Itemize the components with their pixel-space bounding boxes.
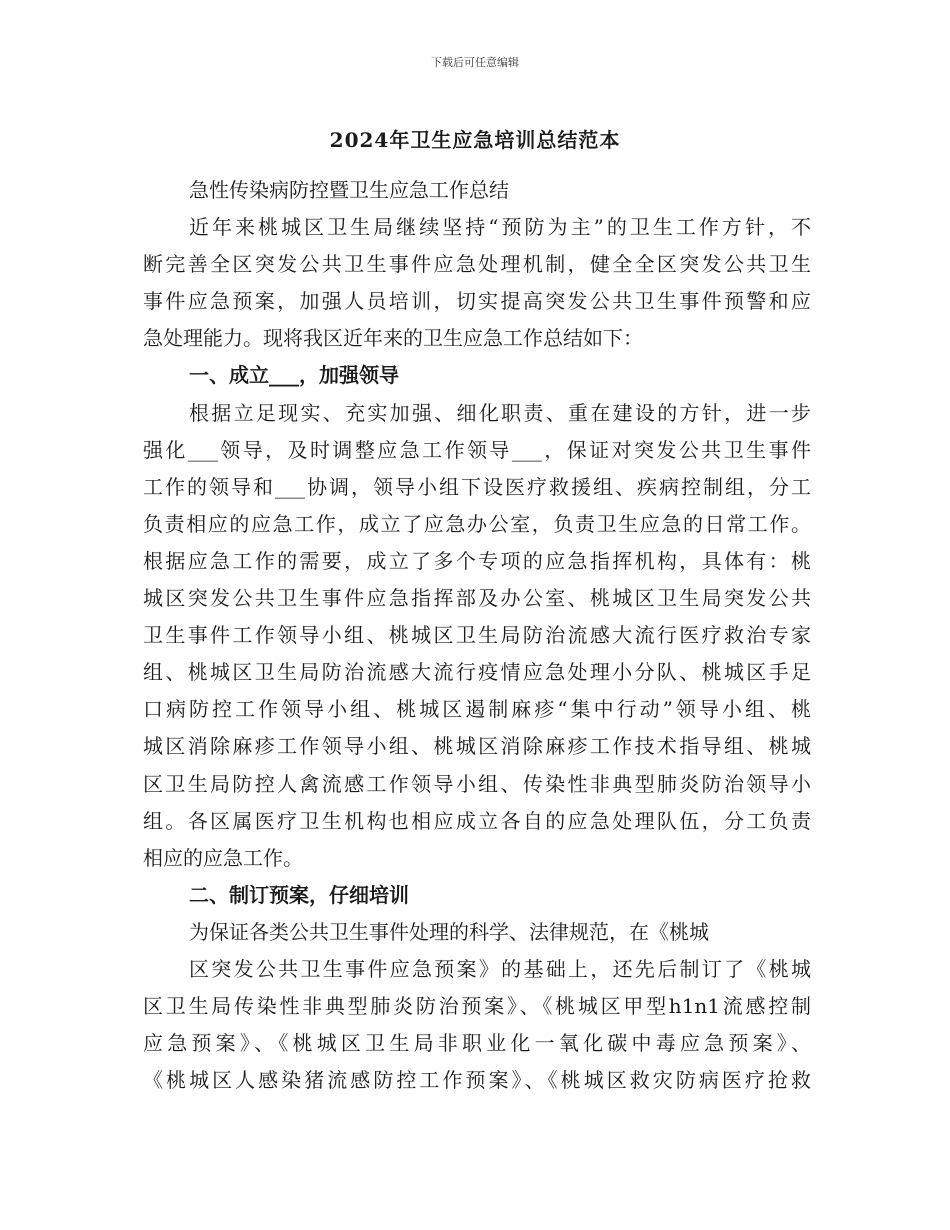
text-line: 城区消除麻疹工作领导小组、桃城区消除麻疹工作技术指导组、桃城 [143,734,811,759]
text-line: 急性传染病防控暨卫生应急工作总结 [189,178,509,202]
document-title: 2024年卫生应急培训总结范本 [329,128,621,152]
text-line: 为保证各类公共卫生事件处理的科学、法律规范，在《桃城 [189,919,709,944]
text-line: 卫生事件工作领导小组、桃城区卫生局防治流感大流行医疗救治专家 [143,623,811,648]
text-line: 相应的应急工作。 [143,845,303,870]
section-heading: 二、制订预案，仔细培训 [189,882,409,907]
text-line: 区突发公共卫生事件应急预案》的基础上，还先后制订了《桃城 [189,956,811,981]
header-note: 下载后可任意编辑 [431,56,519,69]
text-line: 《桃城区人感染猪流感防控工作预案》、《桃城区救灾防病医疗抢救 [143,1068,811,1093]
text-line: 组、桃城区卫生局防治流感大流行疫情应急处理小分队、桃城区手足 [143,660,811,685]
text-line: 工作的领导和___协调，领导小组下设医疗救援组、疾病控制组，分工 [143,474,811,499]
text-line: 急处理能力。现将我区近年来的卫生应急工作总结如下： [143,326,643,351]
text-line: 应急预案》、《桃城区卫生局非职业化一氧化碳中毒应急预案》、 [143,1031,811,1056]
text-line: 组。各区属医疗卫生机构也相应成立各自的应急处理队伍，分工负责 [143,808,811,833]
document-body [143,172,811,1099]
text-line: 近年来桃城区卫生局继续坚持“预防为主”的卫生工作方针，不 [189,215,811,240]
text-line: 负责相应的应急工作，成立了应急办公室，负责卫生应急的日常工作。 [143,511,811,536]
text-line: 区卫生局传染性非典型肺炎防治预案》、《桃城区甲型h1n1流感控制 [143,994,811,1019]
text-line: 城区突发公共卫生事件应急指挥部及办公室、桃城区卫生局突发公共 [143,586,811,611]
text-line: 根据应急工作的需要，成立了多个专项的应急指挥机构，具体有：桃 [143,548,811,573]
text-line: 根据立足现实、充实加强、细化职责、重在建设的方针，进一步 [189,400,811,425]
text-line: 事件应急预案，加强人员培训，切实提高突发公共卫生事件预警和应 [143,289,811,314]
text-line: 断完善全区突发公共卫生事件应急处理机制，健全全区突发公共卫生 [143,252,811,277]
section-heading: 一、成立___，加强领导 [189,363,399,388]
text-line: 口病防控工作领导小组、桃城区遏制麻疹“集中行动”领导小组、桃 [143,697,811,722]
text-line: 强化___领导，及时调整应急工作领导___，保证对突发公共卫生事件 [143,437,811,462]
text-line: 区卫生局防控人禽流感工作领导小组、传染性非典型肺炎防治领导小 [143,771,811,796]
